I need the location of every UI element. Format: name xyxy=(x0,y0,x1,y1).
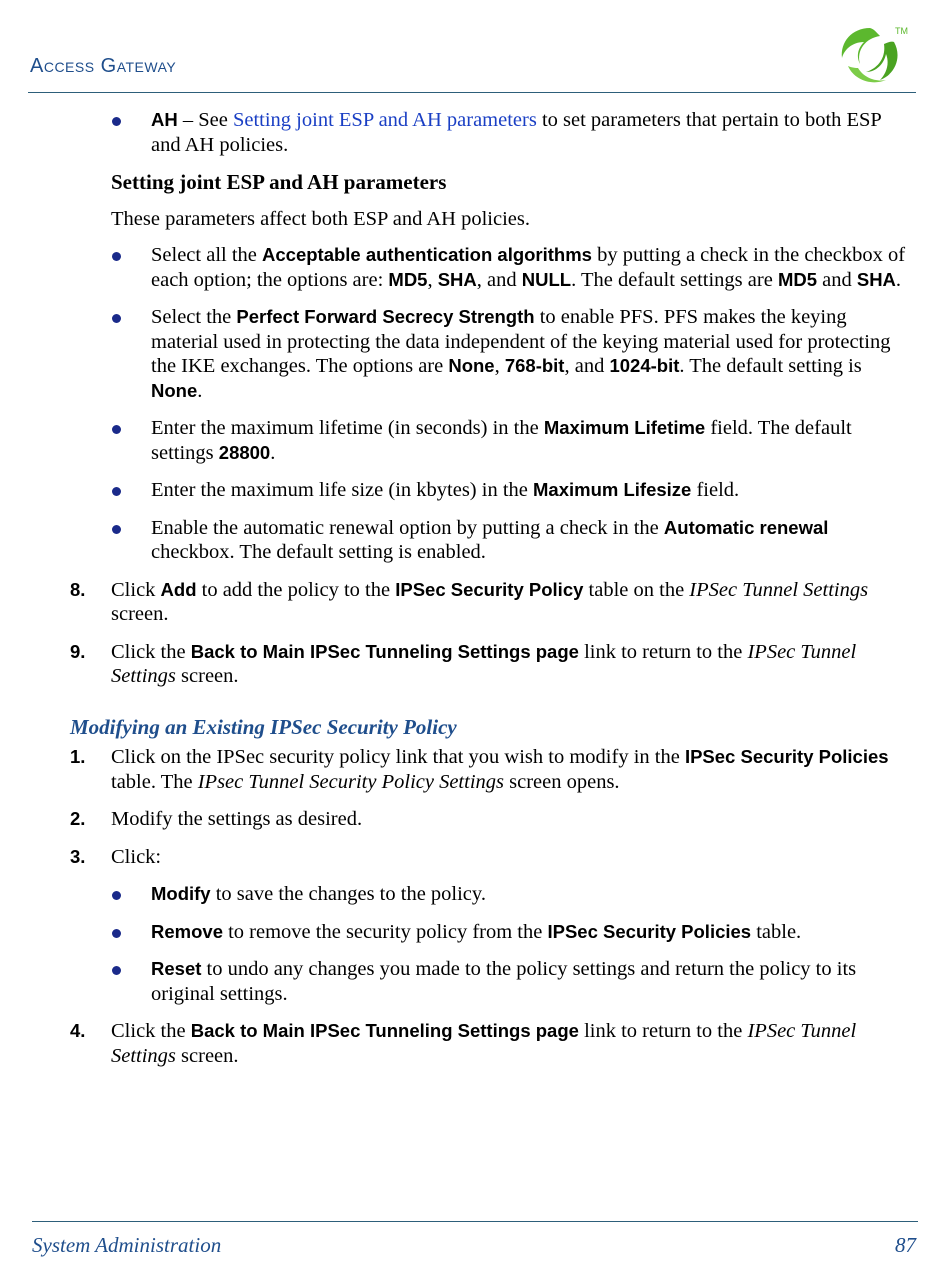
subsection-heading: Setting joint ESP and AH parameters xyxy=(111,170,447,194)
bullet-icon xyxy=(112,425,121,434)
header-rule xyxy=(28,92,916,93)
step-item: 2. Modify the settings as desired. xyxy=(70,808,363,830)
green-swirl-logo xyxy=(832,20,912,90)
step-number: 3. xyxy=(70,845,86,867)
list-item: Enable the automatic renewal option by putting a check in the Automatic renewal checkbox. The default setting is enabled. xyxy=(0,516,950,565)
page-number: 87 xyxy=(895,1233,916,1257)
bullet-icon xyxy=(112,891,121,900)
list-item: AH – See Setting joint ESP and AH parameters to set parameters that pertain to both ESP and AH policies. xyxy=(0,108,950,157)
list-item: Reset to undo any changes you made to the policy settings and return the policy to its original settings. xyxy=(0,957,950,1006)
section-heading: Modifying an Existing IPSec Security Policy xyxy=(70,714,457,739)
tm-mark: TM xyxy=(895,26,908,36)
list-item: Remove to remove the security policy from the IPSec Security Policies table. xyxy=(0,920,950,945)
list-item: Select all the Acceptable authentication algorithms by putting a check in the checkbox of each option; the options are: MD5, SHA, and NULL. The default settings are MD5 and SHA. xyxy=(0,243,950,292)
list-item: Enter the maximum lifetime (in seconds) in the Maximum Lifetime field. The default settings 28800. xyxy=(0,416,950,465)
step-item: 9. Click the Back to Main IPSec Tunneling Settings page link to return to the IPSec Tunnel Settings screen. xyxy=(70,640,857,687)
paragraph: These parameters affect both ESP and AH policies. xyxy=(111,207,530,230)
bullet-icon xyxy=(112,487,121,496)
joint-params-link[interactable]: Setting joint ESP and AH parameters xyxy=(232,109,537,131)
bullet-icon xyxy=(112,525,121,534)
bullet-icon xyxy=(112,929,121,938)
list-item: Enter the maximum life size (in kbytes) in the Maximum Lifesize field. xyxy=(0,478,950,503)
step-item: 3. Click: xyxy=(70,845,162,868)
step-number: 2. xyxy=(70,808,86,829)
footer-section-title: System Administration xyxy=(32,1233,222,1257)
step-number: 9. xyxy=(70,640,86,662)
step-number: 8. xyxy=(70,578,86,600)
step-item: 8. Click Add to add the policy to the IPSec Security Policy table on the IPSec Tunnel Settings screen. xyxy=(70,578,869,625)
list-item: Select the Perfect Forward Secrecy Strength to enable PFS. PFS makes the keying material used in protecting the data independent of the keying material used for protecting the IKE exchanges. The options are None, 768-bit, and 1024-bit. The default setting is None. xyxy=(0,305,950,403)
step-number: 4. xyxy=(70,1020,86,1041)
step-number: 1. xyxy=(70,746,86,767)
header-title: Access Gateway xyxy=(30,55,177,77)
footer-rule xyxy=(32,1221,918,1222)
list-item: Modify to save the changes to the policy. xyxy=(0,882,950,907)
bullet-icon xyxy=(112,966,121,975)
step-item: 4. Click the Back to Main IPSec Tunneling Settings page link to return to the IPSec Tunnel Settings screen. xyxy=(70,1020,857,1067)
page-body xyxy=(0,108,950,1081)
bullet-icon xyxy=(112,314,121,323)
bullet-icon xyxy=(112,252,121,261)
step-item: 1. Click on the IPSec security policy link that you wish to modify in the IPSec Security Policies table. The IPsec Tunnel Security Policy Settings screen opens. xyxy=(70,746,889,793)
bullet-icon xyxy=(112,117,121,126)
